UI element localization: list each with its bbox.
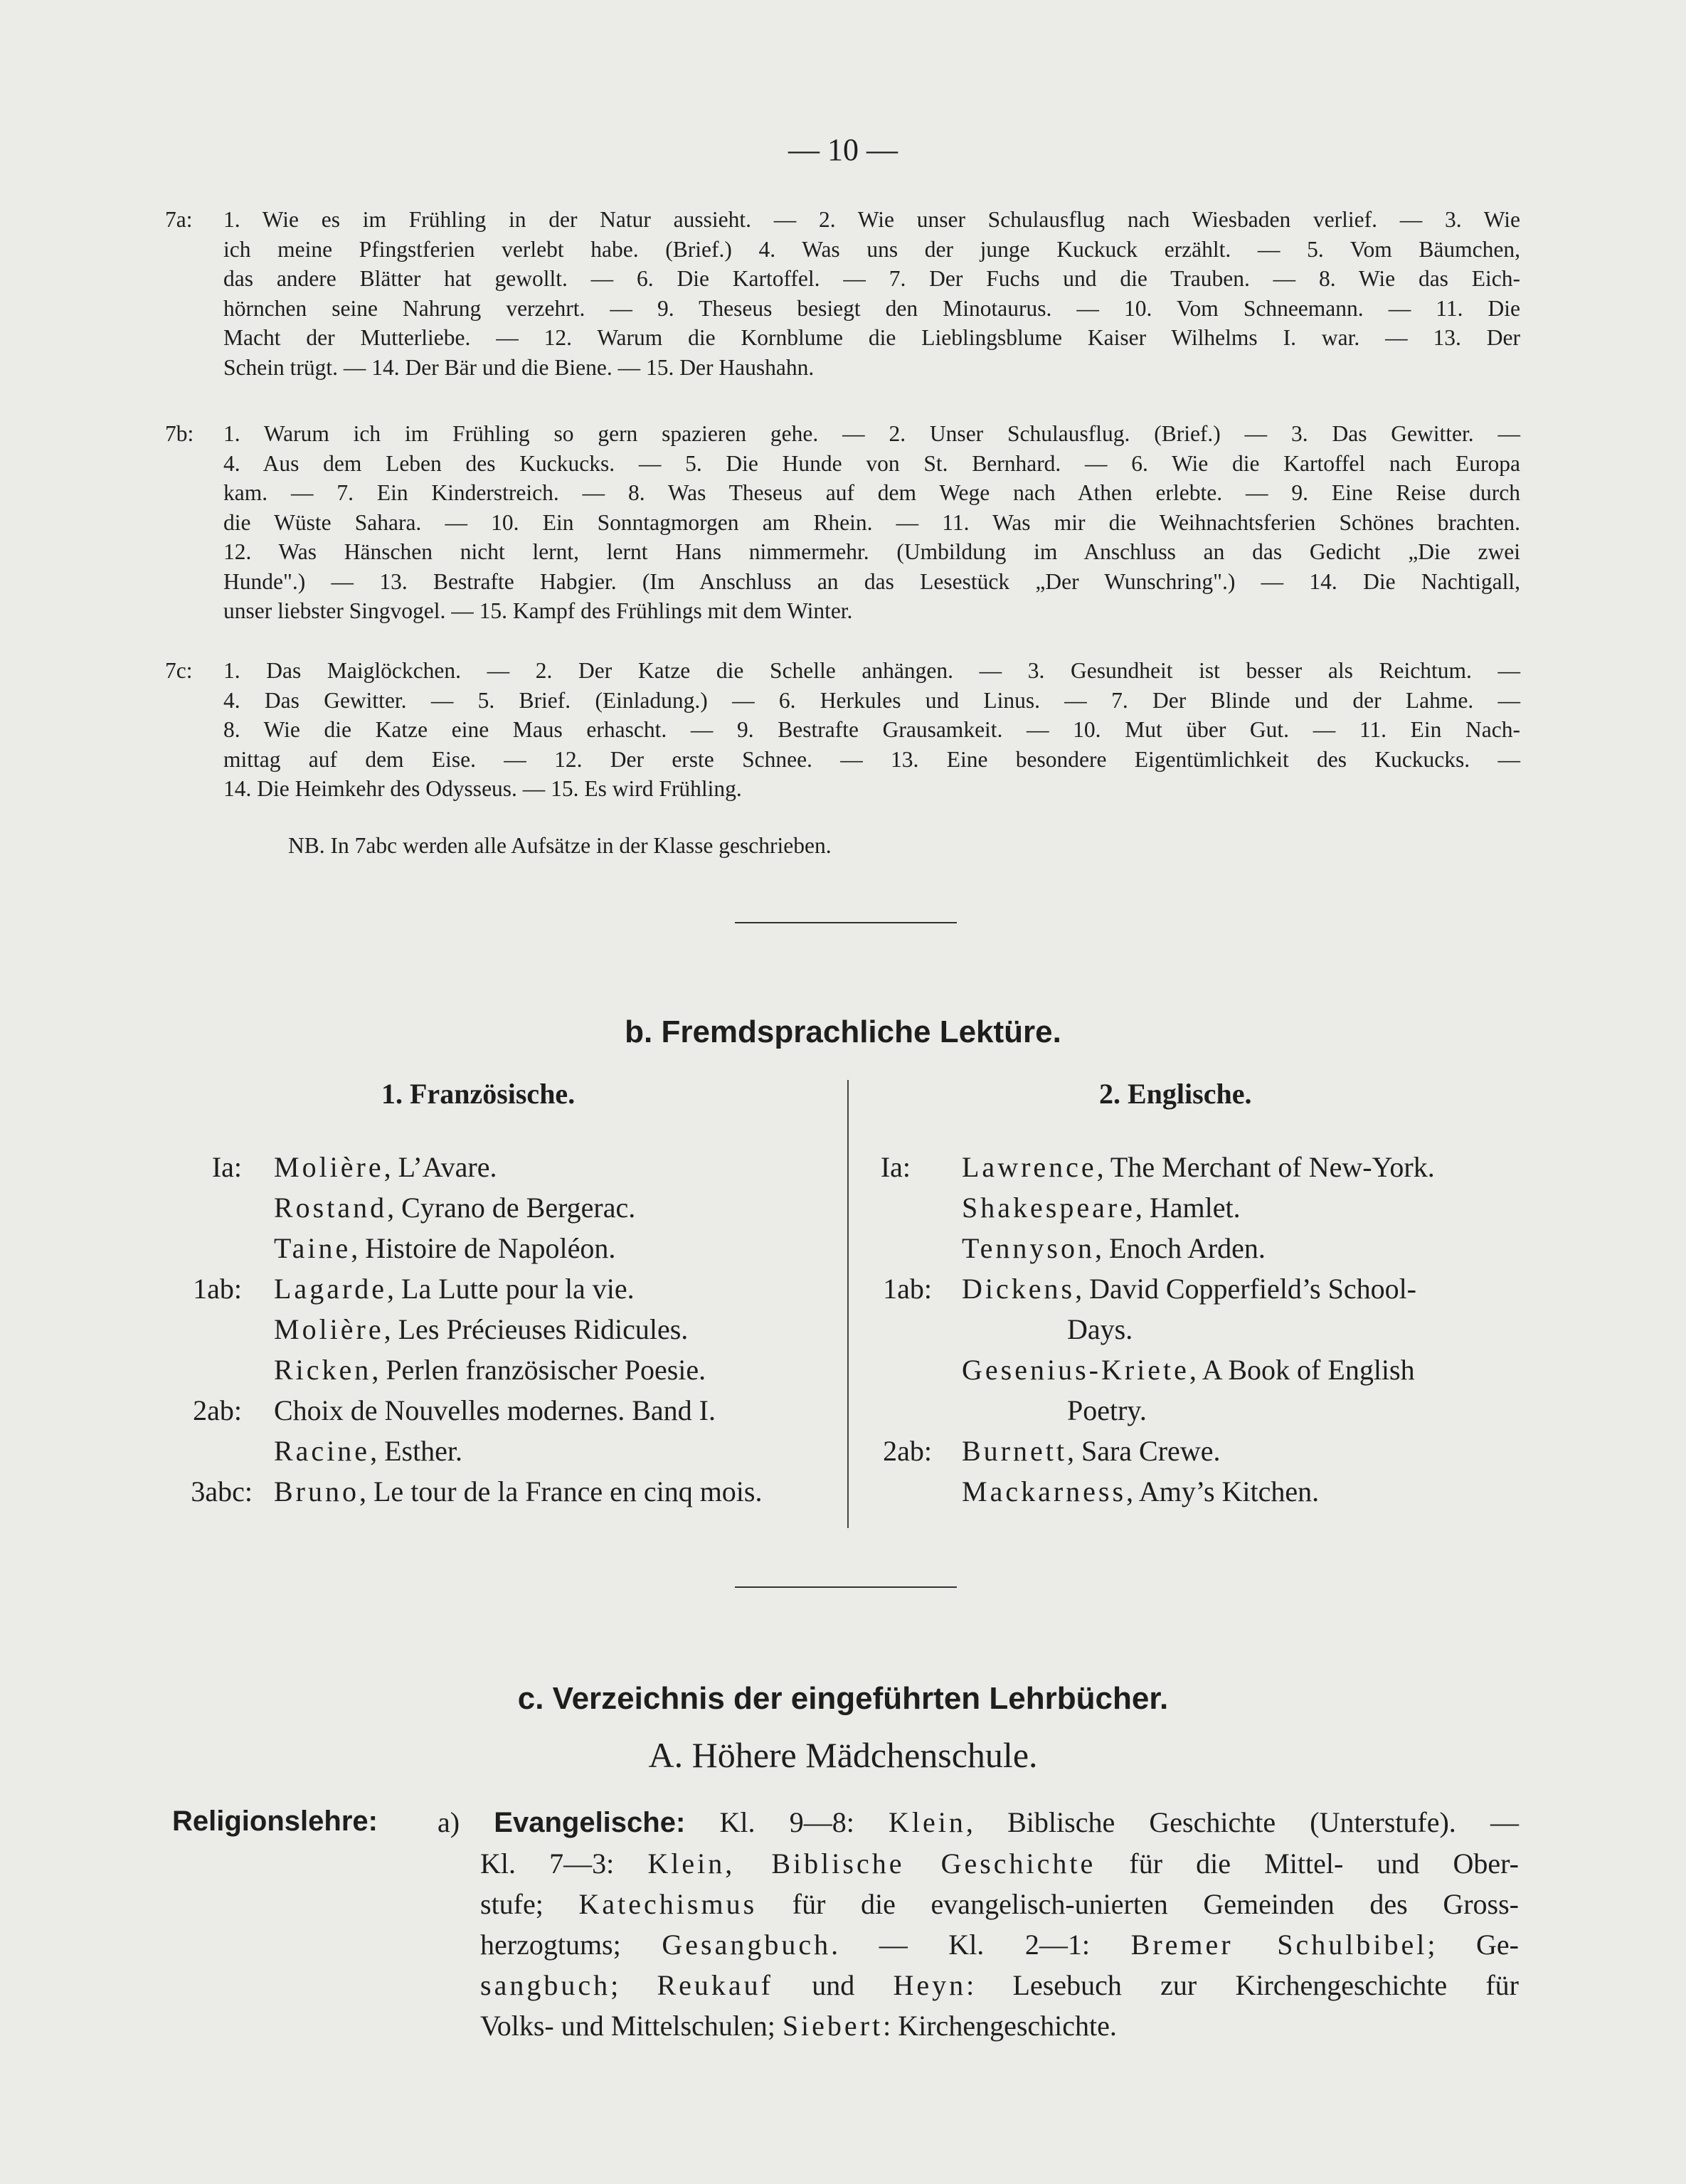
english-heading: 2. Englische. [1099,1078,1252,1110]
reading-entry: Molière, Les Précieuses Ridicules. [274,1313,689,1345]
essay-line: 4. Aus dem Leben des Kuckucks. — 5. Die Hunde von St. Bernhard. — 6. Wie die Kartoffel nach Europa [223,450,1520,476]
textbook-line: a) Evangelische: Kl. 9—8: Klein, Biblische Geschichte (Unterstufe). — [438,1806,1519,1838]
essay-line: 1. Das Maiglöckchen. — 2. Der Katze die Schelle anhängen. — 3. Gesundheit ist besser als Reichtum. — [223,658,1520,683]
essay-line: 4. Das Gewitter. — 5. Brief. (Einladung.) — 6. Herkules und Linus. — 7. Der Blinde und der Lahme. — [223,687,1520,713]
essay-line: mittag auf dem Eise. — 12. Der erste Schnee. — 13. Eine besondere Eigentümlichkeit des Kuckucks. — [223,746,1520,772]
essay-line: Macht der Mutterliebe. — 12. Warum die Kornblume die Lieblingsblume Kaiser Wilhelms I. war. — 13. Der [223,325,1520,350]
reading-entry: Ricken, Perlen französischer Poesie. [274,1354,706,1386]
reading-entry: Lawrence, The Merchant of New-York. [962,1151,1435,1183]
nb-note: NB. In 7abc werden alle Aufsätze in der Klasse geschrieben. [288,833,832,858]
reading-entry: Burnett, Sara Crewe. [962,1435,1221,1467]
textbook-line: herzogtums; Gesangbuch. — Kl. 2—1: Bremer Schulbibel; Ge- [480,1929,1520,1961]
religion-label: Religionslehre: [172,1806,378,1837]
essay-line: ich meine Pfingstferien verlebt habe. (Brief.) 4. Was uns der junge Kuckuck erzählt. — 5. Vom Bäumchen, [223,236,1520,262]
divider-rule [735,1586,957,1588]
reading-entry: Mackarness, Amy’s Kitchen. [962,1475,1320,1507]
reading-entry: Choix de Nouvelles modernes. Band I. [274,1394,716,1426]
reading-entry: Lagarde, La Lutte pour la vie. [274,1273,635,1305]
textbook-line: Kl. 7—3: Klein, Biblische Geschichte für die Mittel- und Ober- [480,1848,1519,1880]
reading-entry: Shakespeare, Hamlet. [962,1192,1241,1224]
reading-entry: Racine, Esther. [274,1435,463,1467]
essay-line: kam. — 7. Ein Kinderstreich. — 8. Was Theseus auf dem Wege nach Athen erlebte. — 9. Eine Reise durch [223,480,1520,505]
essay-line: 1. Warum ich im Frühling so gern spazieren gehe. — 2. Unser Schulausflug. (Brief.) — 3. Das Gewitter. — [223,421,1520,446]
french-heading: 1. Französische. [381,1078,576,1110]
religion-textbooks [438,1802,1519,2046]
class-label: 1ab: [193,1273,242,1305]
reading-entry: Dickens, David Copperfield’s School- [962,1273,1416,1305]
essay-line: 8. Wie die Katze eine Maus erhascht. — 9. Bestrafte Grausamkeit. — 10. Mut über Gut. — 11. Ein Nach- [223,717,1520,742]
essay-line: hörnchen seine Nahrung verzehrt. — 9. Theseus besiegt den Minotaurus. — 10. Vom Schneemann. — 11. Die [223,295,1520,321]
essay-line: 14. Die Heimkehr des Odysseus. — 15. Es wird Frühling. [223,776,742,801]
essay-list-7c [165,656,1520,804]
class-label: 2ab: [883,1435,932,1467]
textbook-line: sangbuch; Reukauf und Heyn: Lesebuch zur Kirchengeschichte für [480,1969,1519,2001]
reading-entry: Molière, L’Avare. [274,1151,497,1183]
section-b-title: b. Fremdsprachliche Lektüre. [625,1014,1061,1049]
essay-label: 7c: [165,658,193,683]
divider-rule [735,922,957,923]
essay-line: das andere Blätter hat gewollt. — 6. Die Kartoffel. — 7. Der Fuchs und die Trauben. — 8. Wie das Eich- [223,266,1520,291]
essay-line: 1. Wie es im Frühling in der Natur aussieht. — 2. Wie unser Schulausflug nach Wiesbaden verlief. — 3. Wie [223,207,1520,232]
class-label: Ia: [211,1151,242,1183]
section-c-title: c. Verzeichnis der eingeführten Lehrbücher. [517,1681,1169,1716]
textbook-line: stufe; Katechismus für die evangelisch-unierten Gemeinden des Gross- [480,1888,1520,1920]
class-label: Ia: [880,1151,911,1183]
essay-line: 12. Was Hänschen nicht lernt, lernt Hans nimmermehr. (Umbildung im Anschluss an das Gedicht „Die zwei [223,539,1520,564]
reading-entry: Taine, Histoire de Napoléon. [274,1232,616,1264]
essay-line: die Wüste Sahara. — 10. Ein Sonntagmorgen am Rhein. — 11. Was mir die Weihnachtsferien Schönes brachten. [223,509,1520,535]
essay-line: Hunde".) — 13. Bestrafte Habgier. (Im Anschluss an das Lesestück „Der Wunschring".) — 14. Die Nachtigall, [223,568,1520,594]
reading-entry: Tennyson, Enoch Arden. [962,1232,1266,1264]
essay-label: 7a: [165,207,193,232]
essay-list-7b [165,419,1520,626]
class-label: 2ab: [193,1394,242,1426]
section-c-subtitle: A. Höhere Mädchenschule. [648,1735,1038,1775]
reading-entry: Days. [1067,1313,1133,1345]
reading-entry: Gesenius-Kriete, A Book of English [962,1354,1415,1386]
reading-entry: Poetry. [1067,1394,1147,1426]
essay-line: Schein trügt. — 14. Der Bär und die Biene. — 15. Der Haushahn. [223,354,815,380]
class-label: 3abc: [191,1475,253,1507]
reading-entry: Bruno, Le tour de la France en cinq mois. [274,1475,763,1507]
textbook-line: Volks- und Mittelschulen; Siebert: Kirchengeschichte. [480,2010,1117,2042]
class-label: 1ab: [883,1273,932,1305]
reading-entry: Rostand, Cyrano de Bergerac. [274,1192,636,1224]
essay-list-7a [165,205,1520,382]
page-number: — 10 — [788,132,898,167]
essay-label: 7b: [165,421,194,446]
essay-line: unser liebster Singvogel. — 15. Kampf des Frühlings mit dem Winter. [223,598,853,623]
